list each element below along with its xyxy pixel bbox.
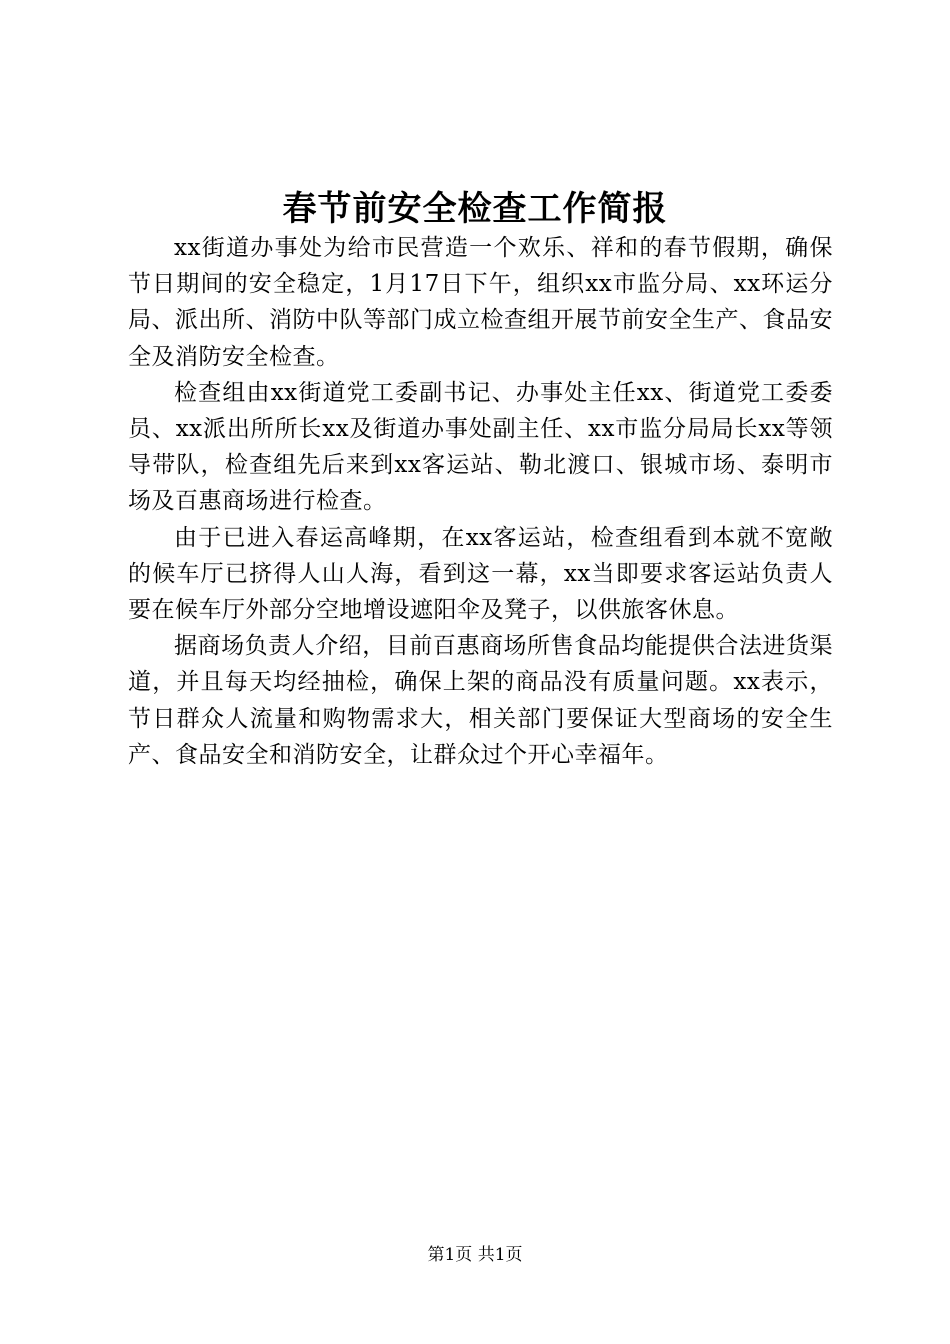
paragraph-2: 检查组由xx街道党工委副书记、办事处主任xx、街道党工委委员、xx派出所所长xx及街道办事处副主任、xx市监分局局长xx等领导带队，检查组先后来到xx客运站、勒北渡口、银城市场、泰明市场及百惠商场进行检查。 [128, 379, 833, 515]
page-footer: 第1页 共1页 [427, 1245, 523, 1265]
paragraph-1: xx街道办事处为给市民营造一个欢乐、祥和的春节假期，确保节日期间的安全稳定，1月17日下午，组织xx市监分局、xx环运分局、派出所、消防中队等部门成立检查组开展节前安全生产、食品安全及消防安全检查。 [128, 235, 833, 370]
document-title: 春节前安全检查工作简报 [282, 189, 668, 229]
paragraph-4: 据商场负责人介绍，目前百惠商场所售食品均能提供合法进货渠道，并且每天均经抽检，确保上架的商品没有质量问题。xx表示，节日群众人流量和购物需求大，相关部门要保证大型商场的安全生产、食品安全和消防安全，让群众过个开心幸福年。 [128, 633, 833, 768]
document-body [128, 230, 833, 773]
paragraph-3: 由于已进入春运高峰期，在xx客运站，检查组看到本就不宽敞的候车厅已挤得人山人海，看到这一幕，xx当即要求客运站负责人要在候车厅外部分空地增设遮阳伞及凳子，以供旅客休息。 [128, 524, 833, 624]
